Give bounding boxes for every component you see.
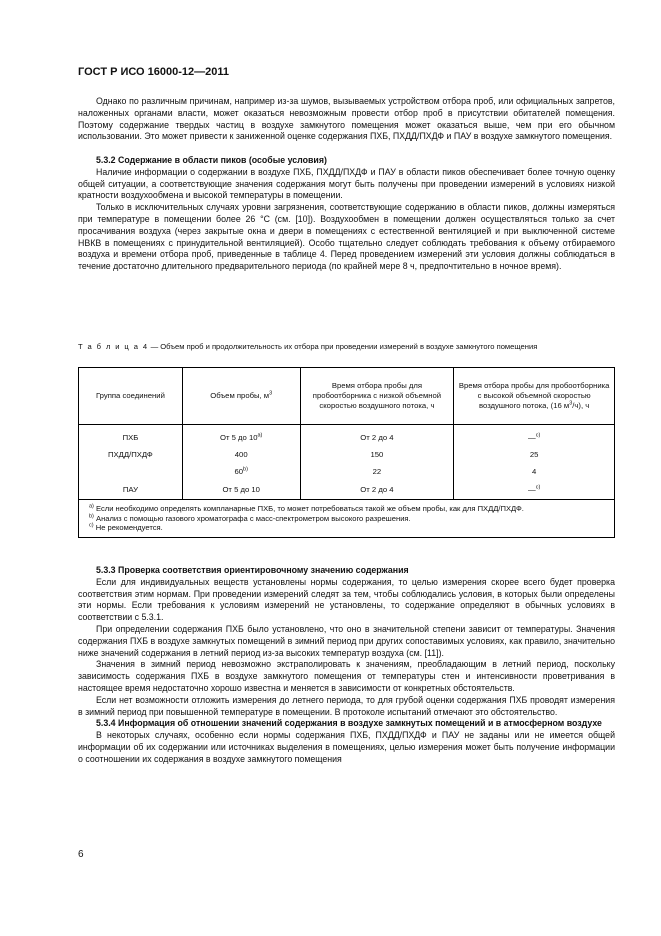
table-notes	[79, 500, 615, 538]
header-cell-volume: Объем пробы, $м^3$	[182, 368, 300, 425]
table-note: $^{с)}$ Не рекомендуется.	[89, 522, 163, 533]
cell-time-high: —$^{с)}$	[454, 425, 615, 447]
paragraph: При определении содержания ПХБ было установлено, что оно в значительной степени зависит от температуры. Значения содержания ПХБ в воздухе замкнутых помещений в зимний период при других сопоставимых условиях, как правило, значительно ниже значений содержания в летний период из-за высоких температур воздуха (см. [11]).	[78, 623, 615, 658]
cell-time-low: 150	[300, 446, 454, 463]
cell-volume: От 5 до 10	[182, 480, 300, 500]
header-cell-group: Группа соединений	[79, 368, 183, 425]
table-4	[78, 367, 615, 538]
cell-group: ПАУ	[79, 480, 183, 500]
paragraph: В некоторых случаях, особенно если нормы содержания ПХБ, ПХДД/ПХДФ и ПАУ не заданы или не имеется общей информации об их содержании или источниках выделения в помещениях, целью измерения может быть получение информации о соотношении их содержания в воздухе замкнутого помещения	[78, 730, 615, 764]
table-note: $^{b)}$ Анализ с помощью газового хроматографа с масс-спектрометром высокого разрешения.	[89, 513, 411, 523]
cell-time-high: 4	[454, 463, 615, 480]
cell-group: ПХБ	[79, 425, 183, 447]
table-notes-row	[79, 500, 615, 538]
table-row	[79, 480, 615, 500]
table-caption-text: — Объем проб и продолжительность их отбора при проведении измерений в воздухе замкнутого помещения	[148, 342, 538, 351]
cell-time-low: От 2 до 4	[300, 425, 454, 447]
section-heading: 5.3.3 Проверка соответствия ориентировочному значению содержания	[96, 565, 409, 575]
section-5-3-3	[78, 565, 615, 766]
cell-time-high: —$^{с)}$	[454, 480, 615, 500]
cell-volume: От 5 до $10^{а)}$	[182, 425, 300, 447]
table-caption-label: Т а б л и ц а 4	[78, 342, 149, 351]
paragraph: Только в исключительных случаях уровни загрязнения, соответствующие содержанию в области пиков, должны измеряться при температуре в помещении более 26 °C (см. [10]). Воздухообмен в помещении должен осуществляться только за счет просачивания воздуха (через закрытые окна и двери в помещениях с естественной вентиляцией и при выключенной системе НВКВ в помещениях с принудительной вентиляцией). Особо тщательно следует соблюдать требования к объему отбираемого воздуха и времени отбора проб, приведенные в таблице 4. Перед проведением измерений эти условия должны соблюдаться в течение достаточно длительного предварительного периода (по крайней мере 8 ч, предпочтительно в ночное время).	[78, 202, 615, 272]
table-note: $^{а)}$ Если необходимо определять компланарные ПХБ, то может потребоваться такой же объем пробы, как для ПХДД/ПХДФ.	[89, 503, 524, 513]
header-cell-time-high: Время отбора пробы для пробоотборника с высокой объемной скоростью воздушного потока, (16 $м^3/ч$), ч	[454, 368, 615, 425]
page-number: 6	[78, 849, 84, 860]
intro-section	[78, 96, 615, 143]
section-heading: 5.3.2 Содержание в области пиков (особые условия)	[96, 155, 327, 165]
paragraph: Если нет возможности отложить измерения до летнего периода, то для грубой оценки содержания ПХБ проводят измерения в зимний период при повышенной температуре в помещении. В протоколе испытаний отмечают это обстоятельство.	[78, 694, 615, 717]
cell-group	[79, 463, 183, 480]
paragraph: Значения в зимний период невозможно экстраполировать к значениям, преобладающим в летний период, поскольку зависимость содержания ПХБ в воздухе замкнутого помещения от температуры стен и интенсивности проветривания в настоящее время недостаточно хорошо известна и меняется в зависимости от конкретных обстоятельств.	[78, 659, 615, 693]
table-header-row	[79, 368, 615, 425]
cell-volume: 60$^{b)}$	[182, 463, 300, 480]
paragraph: Наличие информации о содержании в воздухе ПХБ, ПХДД/ПХДФ и ПАУ в области пиков обеспечивает более точную оценку общей ситуации, а соответствующие значения содержания могут быть получены при проведении измерений в условиях низкой кратности воздухообмена и высокой температуры в помещении.	[78, 166, 615, 201]
table-row	[79, 425, 615, 447]
header-cell-time-low: Время отбора пробы для пробоотборника с низкой объемной скоростью воздушного потока, ч	[300, 368, 454, 425]
section-5-3-2	[78, 155, 615, 273]
cell-time-low: От 2 до 4	[300, 480, 454, 500]
section-heading: 5.3.4 Информация об отношении значений содержания в воздухе замкнутых помещений и в атмосферном воздухе	[96, 718, 602, 729]
paragraph: Если для индивидуальных веществ установлены нормы содержания, то целью измерения скорее всего будет проверка соответствия этим нормам. При проведении измерений следят за тем, чтобы соблюдались условия, в которых были определены эти нормы. Если требования к условиям измерений не установлены, то содержание определяют в обычных условиях в соответствии с 5.3.1.	[78, 576, 615, 623]
cell-group: ПХДД/ПХДФ	[79, 446, 183, 463]
cell-time-low: 22	[300, 463, 454, 480]
table-caption	[78, 342, 615, 352]
document-header: ГОСТ Р ИСО 16000-12—2011	[78, 66, 230, 78]
cell-time-high: 25	[454, 446, 615, 463]
table-row	[79, 446, 615, 463]
table-row	[79, 463, 615, 480]
paragraph: Однако по различным причинам, например из-за шумов, вызываемых устройством отбора проб, или официальных запретов, наложенных органами власти, может оказаться невозможным провести отбор проб в присутствии обитателей помещения. Поэтому содержание твердых частиц в воздухе замкнутого помещения может оказаться выше, чем при его обычном использовании. Это может привести к заниженной оценке содержания ПХБ, ПХДД/ПХДФ и ПАУ в воздухе замкнутого помещения.	[78, 96, 615, 142]
cell-volume: 400	[182, 446, 300, 463]
